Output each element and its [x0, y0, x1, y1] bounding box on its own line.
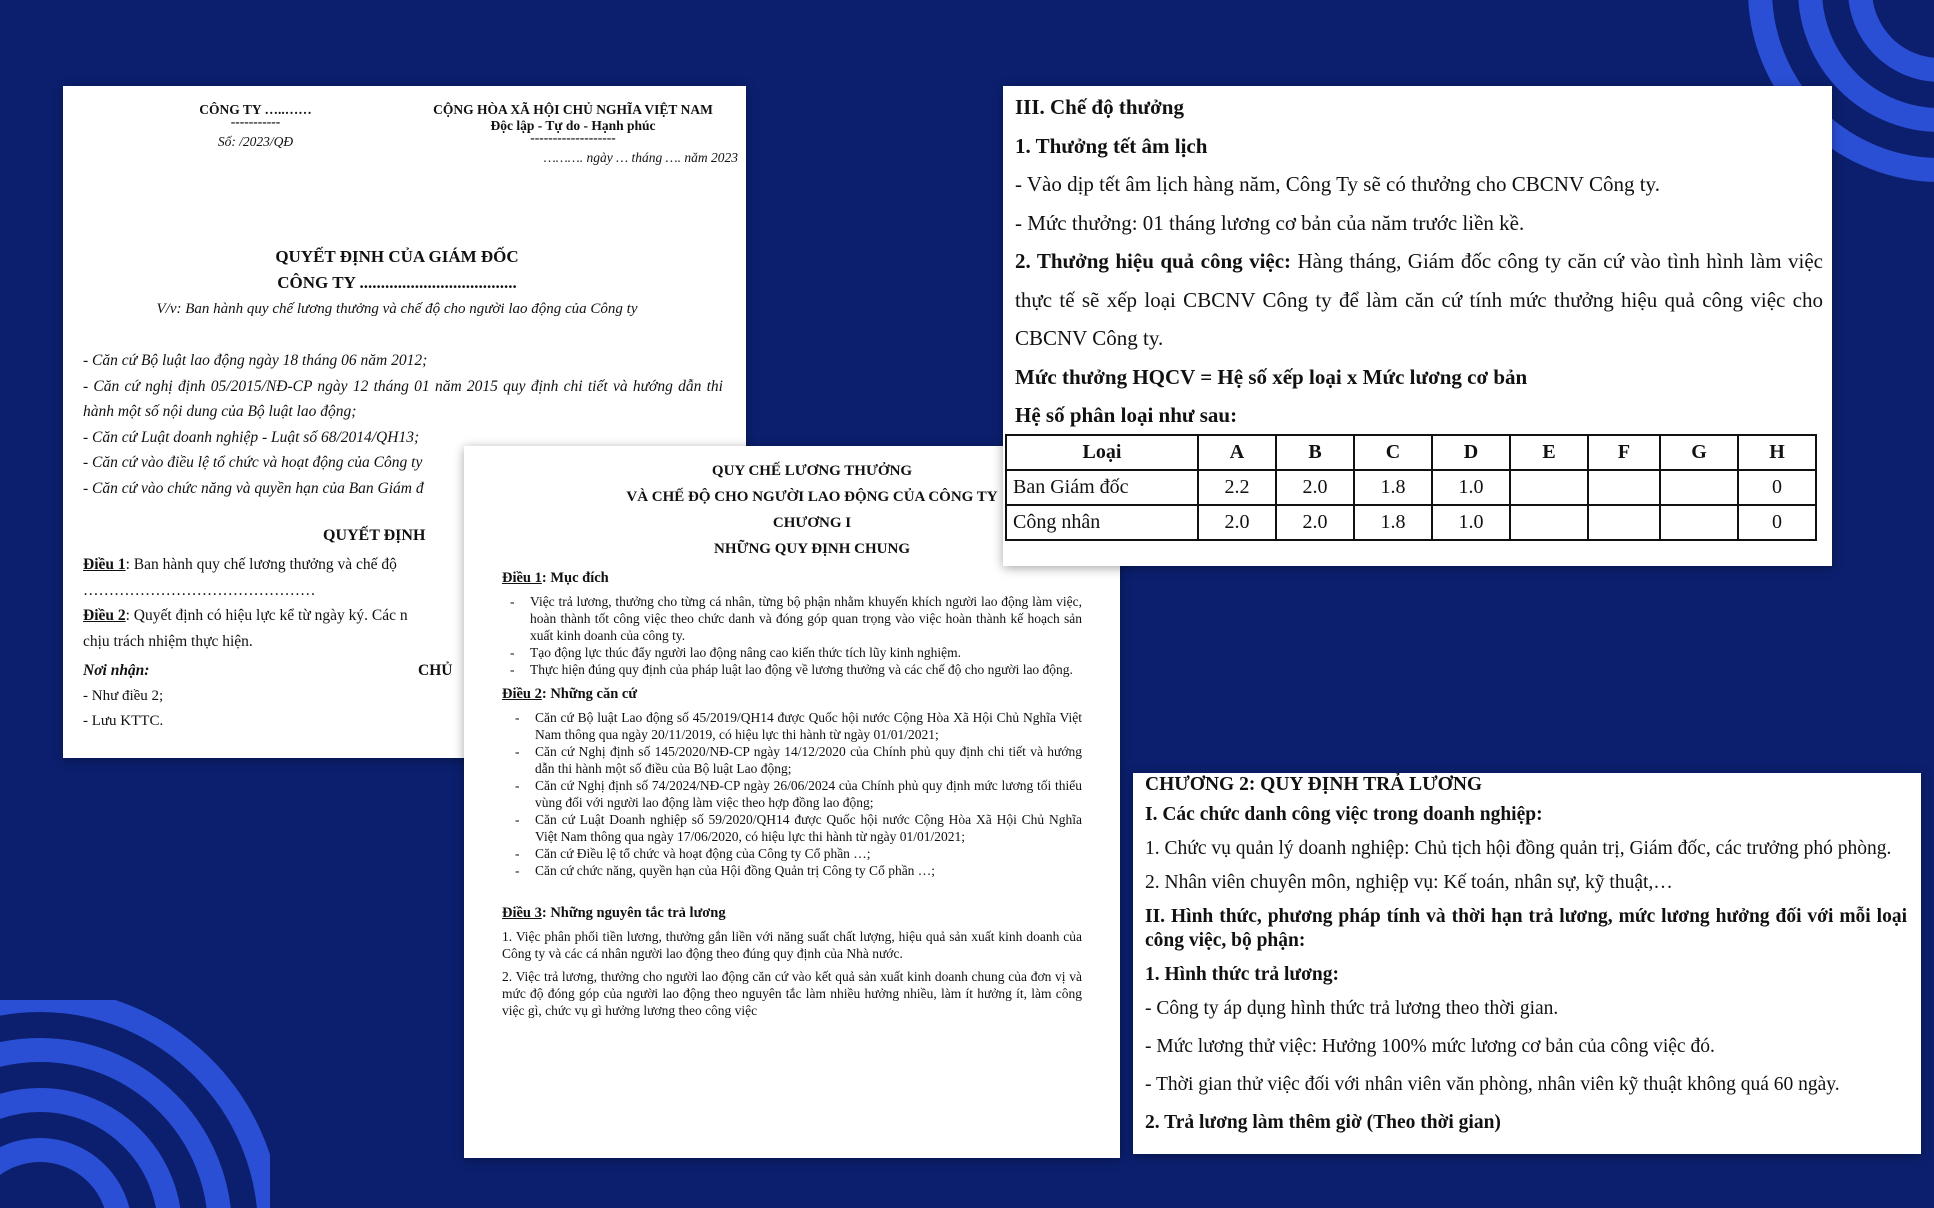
table-cell	[1588, 505, 1660, 540]
table-header: C	[1354, 435, 1432, 470]
recipients-label: Nơi nhận:	[83, 662, 150, 679]
article-2-continuation: chịu trách nhiệm thực hiện.	[83, 632, 253, 650]
chapter-subtitle: NHỮNG QUY ĐỊNH CHUNG	[714, 541, 910, 557]
coefficient-heading: Hệ số phân loại như sau:	[1015, 403, 1238, 427]
table-row	[1006, 505, 1816, 540]
company-name: CÔNG TY …..……	[199, 102, 312, 117]
table-cell: 1.0	[1432, 505, 1510, 540]
article-1-title: : Mục đích	[541, 570, 609, 586]
table-cell	[1588, 470, 1660, 505]
payment-methods-heading: II. Hình thức, phương pháp tính và thời hạn trả lương, mức lương hưởng đối với mỗi loại công việc, bộ phận:	[1145, 906, 1907, 951]
table-cell: 1.8	[1354, 505, 1432, 540]
list-item: - Căn cứ Nghị định số 145/2020/NĐ-CP ngày 14/12/2020 của Chính phủ quy định chi tiết và hướng dẫn thi hành một số điều của Bộ luật Lao động;	[535, 743, 1082, 777]
list-item: - Căn cứ Luật Doanh nghiệp số 59/2020/QH14 được Quốc hội nước Cộng Hòa Xã Hội Chủ Nghĩa Việt Nam thông qua ngày 17/06/2020, có hiệu lực thi hành từ ngày 01/01/2021;	[535, 811, 1082, 845]
list-item: - Căn cứ chức năng, quyền hạn của Hội đồng Quản trị Công ty Cổ phần …;	[535, 862, 1082, 879]
list-item: - Căn cứ Nghị định số 74/2024/NĐ-CP ngày 26/06/2024 của Chính phủ quy định mức lương tối thiểu vùng đối với người lao động làm việc theo hợp đồng lao động;	[535, 777, 1082, 811]
payment-line: - Công ty áp dụng hình thức trả lương theo thời gian.	[1145, 998, 1559, 1019]
overtime-heading: 2. Trả lương làm thêm giờ (Theo thời gian)	[1145, 1112, 1501, 1133]
chapter-title: CHƯƠNG I	[772, 515, 852, 531]
table-cell	[1510, 505, 1588, 540]
decision-subject: V/v: Ban hành quy chế lương thưởng và chế độ cho người lao động của Công ty	[156, 301, 638, 317]
table-header: B	[1276, 435, 1354, 470]
recipient-item: - Lưu KTTC.	[83, 713, 164, 729]
salary-payment-document	[1133, 773, 1921, 1154]
list-item: - Căn cứ Điều lệ tổ chức và hoạt động của Công ty Cổ phần …;	[535, 845, 1082, 862]
table-header: H	[1738, 435, 1816, 470]
legal-basis-item: - Căn cứ vào điều lệ tổ chức và hoạt động của Công ty	[83, 454, 423, 471]
legal-basis-item: - Căn cứ Luật doanh nghiệp - Luật số 68/2014/QH13;	[83, 428, 420, 446]
regulation-title-1: QUY CHẾ LƯƠNG THƯỞNG	[711, 463, 913, 479]
table-cell	[1660, 470, 1738, 505]
title-line-2: CÔNG TY .....................................	[277, 273, 517, 292]
lunar-new-year-bonus-heading: 1. Thưởng tết âm lịch	[1015, 133, 1208, 158]
article-2-title: : Những căn cứ	[541, 686, 638, 702]
document-date: ………. ngày … tháng …. năm 2023	[543, 150, 738, 165]
signer-title: CHỦ	[418, 662, 453, 679]
performance-bonus-text: Hàng tháng, Giám đốc công ty căn cứ vào tình hình làm việc thực tế sẽ xếp loại CBCNV Công ty để làm căn cứ tính mức thưởng hiệu quả công việc cho CBCNV Công ty.	[1015, 249, 1823, 350]
table-cell: 0	[1738, 505, 1816, 540]
table-header: G	[1660, 435, 1738, 470]
article-1-label: Điều 1	[83, 556, 126, 573]
payment-form-heading: 1. Hình thức trả lương:	[1145, 964, 1340, 985]
performance-bonus-paragraph	[1015, 242, 1823, 358]
table-cell: 1.0	[1432, 470, 1510, 505]
salary-payment-content	[1145, 773, 1907, 1145]
article-2-list	[502, 709, 1082, 879]
national-header	[408, 102, 738, 166]
job-title-item: 2. Nhân viên chuyên môn, nghiệp vụ: Kế toán, nhân sự, kỹ thuật,…	[1145, 872, 1673, 893]
article-2-text: : Quyết định có hiệu lực kể từ ngày ký. Các n	[125, 607, 408, 624]
table-header-row	[1006, 435, 1816, 470]
table-row	[1006, 470, 1816, 505]
article-3-paragraph: 1. Việc phân phối tiền lương, thưởng gắn liền với năng suất chất lượng, hiệu quả sản xuất kinh doanh của Công ty và các cá nhân người lao động theo đúng quy định của Nhà nước.	[502, 929, 1082, 961]
bonus-heading: III. Chế độ thưởng	[1015, 95, 1184, 119]
list-item: - Căn cứ Bộ luật Lao động số 45/2019/QH14 được Quốc hội nước Cộng Hòa Xã Hội Chủ Nghĩa Việt Nam thông qua ngày 20/11/2019, có hiệu lực thi hành từ ngày 01/01/2021;	[535, 709, 1082, 743]
table-header: F	[1588, 435, 1660, 470]
company-header	[163, 102, 348, 150]
payment-line: - Thời gian thử việc đối với nhân viên văn phòng, nhân viên kỹ thuật không quá 60 ngày.	[1145, 1074, 1840, 1095]
article-1-text: : Ban hành quy chế lương thưởng và chế độ	[125, 556, 397, 573]
dots-line: ………………………………………	[83, 581, 316, 599]
title-line-1: QUYẾT ĐỊNH CỦA GIÁM ĐỐC	[275, 247, 519, 266]
article-2-label: Điều 2	[502, 686, 542, 702]
article-3-label: Điều 3	[502, 905, 542, 921]
article-3-title: : Những nguyên tắc trả lương	[541, 905, 726, 921]
motto-divider: -------------------	[530, 130, 616, 145]
article-1-heading	[502, 570, 1082, 587]
coefficient-table	[1005, 434, 1817, 541]
legal-basis-item: - Căn cứ Bộ luật lao động ngày 18 tháng 06 năm 2012;	[83, 352, 428, 369]
bonus-formula: Mức thưởng HQCV = Hệ số xếp loại x Mức lương cơ bản	[1015, 364, 1528, 389]
decision-title	[63, 244, 731, 322]
table-cell	[1510, 470, 1588, 505]
company-divider: -----------	[230, 114, 281, 129]
job-titles-heading: I. Các chức danh công việc trong doanh nghiệp:	[1145, 804, 1543, 825]
chapter-2-title: CHƯƠNG 2: QUY ĐỊNH TRẢ LƯƠNG	[1145, 774, 1483, 795]
table-cell: Ban Giám đốc	[1006, 470, 1198, 505]
bonus-line: - Vào dịp tết âm lịch hàng năm, Công Ty sẽ có thưởng cho CBCNV Công ty.	[1015, 172, 1660, 196]
article-1-label: Điều 1	[502, 570, 542, 586]
article-2-heading	[502, 686, 1082, 703]
bonus-content	[1015, 88, 1823, 435]
bonus-regime-document	[1003, 86, 1832, 566]
table-header: D	[1432, 435, 1510, 470]
document-number: Số: /2023/QĐ	[217, 134, 294, 149]
list-item: - Việc trả lương, thưởng cho từng cá nhân, từng bộ phận nhằm khuyến khích người lao động làm việc, hoàn thành tốt công việc theo chức danh và đóng góp quan trọng vào việc hoàn thành kế hoạch sản xuất kinh doanh của công ty.	[530, 593, 1082, 644]
table-cell	[1660, 505, 1738, 540]
bonus-line: - Mức thưởng: 01 tháng lương cơ bản của năm trước liền kề.	[1015, 210, 1525, 235]
table-cell: 2.0	[1198, 505, 1276, 540]
list-item: - Tạo động lực thúc đẩy người lao động nâng cao kiến thức tích lũy kinh nghiệm.	[530, 644, 1082, 661]
table-cell: 2.0	[1276, 505, 1354, 540]
job-title-item: 1. Chức vụ quản lý doanh nghiệp: Chủ tịch hội đồng quản trị, Giám đốc, các trưởng phó phòng.	[1145, 838, 1892, 859]
article-3-paragraph: 2. Việc trả lương, thưởng cho người lao động căn cứ vào kết quả sản xuất kinh doanh chung của đơn vị và mức độ đóng góp của người lao động theo nguyên tắc làm nhiều hưởng nhiều, làm ít hưởng ít, làm công việc gì, chức vụ gì hưởng lương theo công việc	[502, 969, 1082, 1018]
nation-name: CỘNG HÒA XÃ HỘI CHỦ NGHĨA VIỆT NAM	[433, 102, 713, 117]
regulation-content	[502, 458, 1082, 1025]
performance-bonus-heading: 2. Thưởng hiệu quả công việc:	[1015, 249, 1292, 273]
list-item: - Thực hiện đúng quy định của pháp luật lao động về lương thưởng và các chế độ cho người lao động.	[530, 661, 1082, 678]
regulation-title-2: VÀ CHẾ ĐỘ CHO NGƯỜI LAO ĐỘNG CỦA CÔNG TY	[626, 489, 998, 505]
legal-basis-item: - Căn cứ nghị định 05/2015/NĐ-CP ngày 12 tháng 01 năm 2015 quy định chi tiết và hướng dẫn thi hành một số nội dung của Bộ luật lao động;	[83, 377, 723, 420]
article-1-list	[502, 593, 1082, 678]
table-header: A	[1198, 435, 1276, 470]
article-2-label: Điều 2	[83, 607, 126, 624]
table-cell: 1.8	[1354, 470, 1432, 505]
decorative-arcs-bottom-left	[0, 1000, 270, 1208]
payment-line: - Mức lương thử việc: Hưởng 100% mức lương cơ bản của công việc đó.	[1145, 1036, 1715, 1057]
table-cell: Công nhân	[1006, 505, 1198, 540]
table-header: E	[1510, 435, 1588, 470]
legal-basis-item: - Căn cứ vào chức năng và quyền hạn của Ban Giám đ	[83, 479, 424, 497]
table-header: Loại	[1006, 435, 1198, 470]
article-3-heading	[502, 905, 1082, 922]
decision-heading: QUYẾT ĐỊNH	[323, 527, 426, 544]
table-cell: 2.0	[1276, 470, 1354, 505]
recipient-item: - Như điều 2;	[83, 687, 164, 704]
table-cell: 0	[1738, 470, 1816, 505]
table-cell: 2.2	[1198, 470, 1276, 505]
national-motto: Độc lập - Tự do - Hạnh phúc	[490, 118, 656, 133]
